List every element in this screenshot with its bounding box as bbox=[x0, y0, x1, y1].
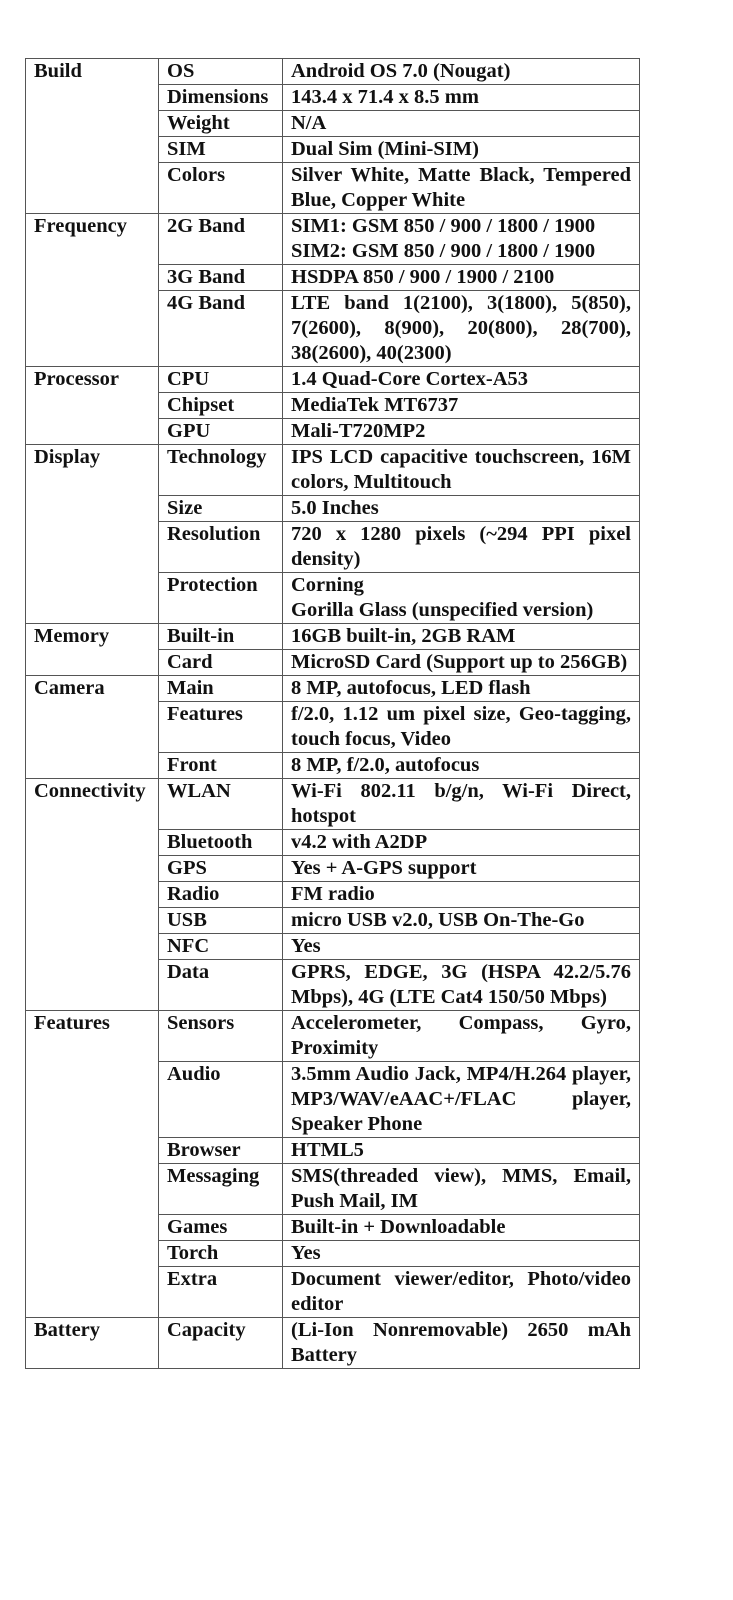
value-cell bbox=[283, 1138, 640, 1164]
value-text: Android OS 7.0 (Nougat) bbox=[291, 60, 511, 82]
value-text: 8 MP, autofocus, LED flash bbox=[291, 677, 531, 699]
table-row bbox=[26, 445, 640, 496]
value-cell bbox=[283, 1011, 640, 1062]
feature-cell: Front bbox=[159, 753, 283, 779]
value-cell bbox=[283, 1241, 640, 1267]
value-cell bbox=[283, 960, 640, 1011]
value-text: Corning bbox=[291, 574, 364, 596]
value-cell bbox=[283, 1318, 640, 1369]
feature-cell: Card bbox=[159, 650, 283, 676]
feature-cell: NFC bbox=[159, 934, 283, 960]
value-text: f/2.0, 1.12 um pixel size, Geo-tagging, touch focus, Video bbox=[291, 703, 631, 750]
feature-cell: Weight bbox=[159, 111, 283, 137]
spec-table bbox=[25, 58, 640, 1369]
value-text: MicroSD Card (Support up to 256GB) bbox=[291, 651, 628, 673]
value-cell bbox=[283, 393, 640, 419]
feature-cell: Data bbox=[159, 960, 283, 1011]
feature-cell: Browser bbox=[159, 1138, 283, 1164]
value-cell bbox=[283, 779, 640, 830]
feature-cell: CPU bbox=[159, 367, 283, 393]
feature-cell: Messaging bbox=[159, 1164, 283, 1215]
value-cell bbox=[283, 908, 640, 934]
feature-cell: Resolution bbox=[159, 522, 283, 573]
value-cell bbox=[283, 624, 640, 650]
feature-cell: Built-in bbox=[159, 624, 283, 650]
value-text: micro USB v2.0, USB On-The-Go bbox=[291, 909, 585, 931]
spec-table-body bbox=[26, 59, 640, 1369]
category-cell: Features bbox=[26, 1011, 159, 1318]
value-text: 8 MP, f/2.0, autofocus bbox=[291, 754, 480, 776]
value-text: Wi-Fi 802.11 b/g/n, Wi-Fi Direct, hotspot bbox=[291, 780, 631, 827]
feature-cell: Sensors bbox=[159, 1011, 283, 1062]
value-text: Yes bbox=[291, 935, 321, 957]
feature-cell: USB bbox=[159, 908, 283, 934]
feature-cell: GPS bbox=[159, 856, 283, 882]
value-text: 3.5mm Audio Jack, MP4/H.264 player, MP3/WAV/eAAC+/FLAC player, Speaker Phone bbox=[291, 1063, 631, 1135]
table-row bbox=[26, 367, 640, 393]
feature-cell: Features bbox=[159, 702, 283, 753]
feature-cell: Games bbox=[159, 1215, 283, 1241]
value-text: 16GB built-in, 2GB RAM bbox=[291, 625, 516, 647]
value-text: LTE band 1(2100), 3(1800), 5(850), 7(2600), 8(900), 20(800), 28(700), 38(2600), 40(2300) bbox=[291, 292, 631, 364]
feature-cell: Protection bbox=[159, 573, 283, 624]
table-row bbox=[26, 59, 640, 85]
feature-cell: Colors bbox=[159, 163, 283, 214]
value-text: 720 x 1280 pixels (~294 PPI pixel density) bbox=[291, 523, 631, 570]
feature-cell: Capacity bbox=[159, 1318, 283, 1369]
value-cell bbox=[283, 1267, 640, 1318]
value-cell bbox=[283, 650, 640, 676]
feature-cell: Size bbox=[159, 496, 283, 522]
value-cell bbox=[283, 59, 640, 85]
value-cell bbox=[283, 419, 640, 445]
feature-cell: Extra bbox=[159, 1267, 283, 1318]
table-row bbox=[26, 779, 640, 830]
table-row bbox=[26, 1011, 640, 1062]
category-cell: Camera bbox=[26, 676, 159, 779]
value-text: Yes + A-GPS support bbox=[291, 857, 477, 879]
feature-cell: Dimensions bbox=[159, 85, 283, 111]
value-cell bbox=[283, 214, 640, 265]
feature-cell: Audio bbox=[159, 1062, 283, 1138]
value-cell bbox=[283, 496, 640, 522]
value-text-secondary: SIM2: GSM 850 / 900 / 1800 / 1900 bbox=[291, 240, 596, 262]
value-cell bbox=[283, 367, 640, 393]
value-cell bbox=[283, 291, 640, 367]
value-text: FM radio bbox=[291, 883, 375, 905]
feature-cell: 4G Band bbox=[159, 291, 283, 367]
value-text: 143.4 x 71.4 x 8.5 mm bbox=[291, 86, 479, 108]
value-text: 5.0 Inches bbox=[291, 497, 379, 519]
value-text: Document viewer/editor, Photo/video editor bbox=[291, 1268, 631, 1315]
value-text: SIM1: GSM 850 / 900 / 1800 / 1900 bbox=[291, 215, 596, 237]
value-cell bbox=[283, 753, 640, 779]
category-cell: Build bbox=[26, 59, 159, 214]
value-text: GPRS, EDGE, 3G (HSPA 42.2/5.76 Mbps), 4G (LTE Cat4 150/50 Mbps) bbox=[291, 961, 631, 1008]
feature-cell: Chipset bbox=[159, 393, 283, 419]
feature-cell: Torch bbox=[159, 1241, 283, 1267]
value-cell bbox=[283, 934, 640, 960]
category-cell: Processor bbox=[26, 367, 159, 445]
feature-cell: WLAN bbox=[159, 779, 283, 830]
value-cell bbox=[283, 1062, 640, 1138]
value-text: Built-in + Downloadable bbox=[291, 1216, 506, 1238]
feature-cell: Main bbox=[159, 676, 283, 702]
value-cell bbox=[283, 676, 640, 702]
value-cell bbox=[283, 882, 640, 908]
value-text: Dual Sim (Mini-SIM) bbox=[291, 138, 479, 160]
value-cell bbox=[283, 111, 640, 137]
value-text: IPS LCD capacitive touchscreen, 16M colors, Multitouch bbox=[291, 446, 631, 493]
value-cell bbox=[283, 702, 640, 753]
feature-cell: 2G Band bbox=[159, 214, 283, 265]
table-row bbox=[26, 676, 640, 702]
value-cell bbox=[283, 522, 640, 573]
feature-cell: GPU bbox=[159, 419, 283, 445]
value-cell bbox=[283, 265, 640, 291]
value-cell bbox=[283, 85, 640, 111]
table-row bbox=[26, 624, 640, 650]
value-text: HTML5 bbox=[291, 1139, 364, 1161]
value-text: HSDPA 850 / 900 / 1900 / 2100 bbox=[291, 266, 555, 288]
table-row bbox=[26, 1318, 640, 1369]
feature-cell: Radio bbox=[159, 882, 283, 908]
category-cell: Connectivity bbox=[26, 779, 159, 1011]
feature-cell: SIM bbox=[159, 137, 283, 163]
category-cell: Battery bbox=[26, 1318, 159, 1369]
value-text: MediaTek MT6737 bbox=[291, 394, 459, 416]
category-cell: Display bbox=[26, 445, 159, 624]
value-cell bbox=[283, 830, 640, 856]
value-cell bbox=[283, 445, 640, 496]
table-row bbox=[26, 214, 640, 265]
value-text: 1.4 Quad-Core Cortex-A53 bbox=[291, 368, 529, 390]
value-cell bbox=[283, 1164, 640, 1215]
value-cell bbox=[283, 856, 640, 882]
category-cell: Frequency bbox=[26, 214, 159, 367]
value-text: Silver White, Matte Black, Tempered Blue, Copper White bbox=[291, 164, 631, 211]
value-text: v4.2 with A2DP bbox=[291, 831, 428, 853]
value-cell bbox=[283, 573, 640, 624]
value-text: (Li-Ion Nonremovable) 2650 mAh Battery bbox=[291, 1319, 631, 1366]
feature-cell: Technology bbox=[159, 445, 283, 496]
value-cell bbox=[283, 1215, 640, 1241]
feature-cell: Bluetooth bbox=[159, 830, 283, 856]
feature-cell: 3G Band bbox=[159, 265, 283, 291]
value-text: SMS(threaded view), MMS, Email, Push Mail, IM bbox=[291, 1165, 631, 1212]
value-text: Accelerometer, Compass, Gyro, Proximity bbox=[291, 1012, 631, 1059]
value-text: N/A bbox=[291, 112, 327, 134]
value-cell bbox=[283, 137, 640, 163]
category-cell: Memory bbox=[26, 624, 159, 676]
value-text-secondary: Gorilla Glass (unspecified version) bbox=[291, 599, 594, 621]
feature-cell: OS bbox=[159, 59, 283, 85]
value-text: Mali-T720MP2 bbox=[291, 420, 426, 442]
value-cell bbox=[283, 163, 640, 214]
value-text: Yes bbox=[291, 1242, 321, 1264]
